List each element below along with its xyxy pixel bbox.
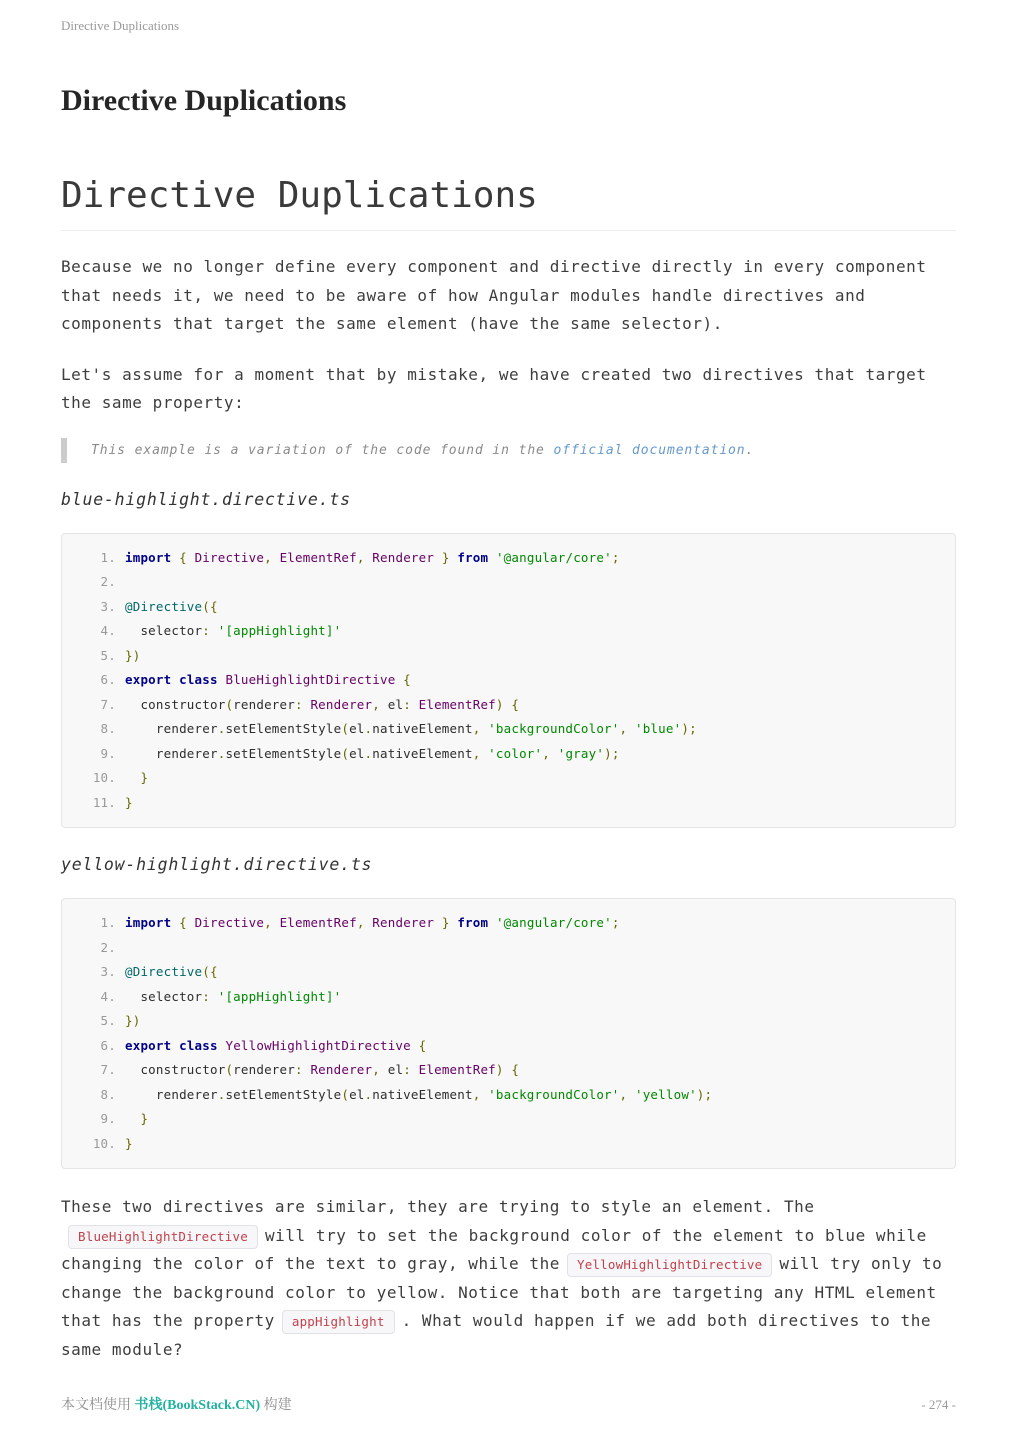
footer-prefix: 本文档使用 — [61, 1398, 135, 1413]
line-number: 4. — [100, 623, 116, 638]
paragraph-intro-2: Let's assume for a moment that by mistake, we have created two directives that target the same property: — [61, 364, 927, 412]
code-line: 4. selector: '[appHighlight]' — [62, 619, 939, 644]
bookstack-brand-link[interactable]: 书栈(BookStack.CN) — [134, 1398, 261, 1413]
line-number: 1. — [100, 915, 116, 930]
code-line: 4. selector: '[appHighlight]' — [62, 985, 939, 1010]
note-blockquote — [61, 438, 956, 463]
line-number: 10. — [92, 770, 116, 785]
code-block-yellow-highlight — [61, 898, 956, 1169]
line-number: 7. — [100, 696, 116, 712]
page-number: - 274 - — [921, 1397, 956, 1412]
line-number: 8. — [100, 721, 116, 736]
line-number: 8. — [100, 1086, 116, 1102]
code-line: 9. } — [62, 1107, 939, 1132]
page-footer — [61, 1394, 956, 1414]
code-line: 11. } — [62, 791, 939, 816]
line-number: 7. — [100, 1062, 116, 1077]
line-number: 5. — [100, 647, 116, 663]
inline-code-chip: appHighlight — [282, 1310, 395, 1334]
line-number: 5. — [100, 1013, 116, 1028]
file-label-yellow-highlight: yellow-highlight.directive.ts — [61, 855, 373, 874]
code-line — [62, 570, 939, 595]
footer-suffix: 构建 — [260, 1398, 292, 1413]
line-number: 9. — [100, 745, 116, 761]
code-line: 3. @Directive({ — [62, 960, 939, 985]
line-number: 10. — [92, 1135, 116, 1151]
code-line — [62, 936, 939, 961]
code-line: 7. constructor(renderer: Renderer, el: ElementRef) { — [62, 693, 939, 718]
code-line: 9. renderer.setElementStyle(el.nativeElement, 'color', 'gray'); — [62, 742, 939, 767]
code-line: 3. @Directive({ — [62, 595, 939, 620]
file-label-blue-highlight: blue-highlight.directive.ts — [61, 489, 351, 509]
code-line: 5. }) — [62, 644, 939, 669]
line-number: 1. — [100, 549, 116, 565]
code-line: 6. export class YellowHighlightDirective { — [62, 1034, 939, 1059]
code-line: 1. import { Directive, ElementRef, Renderer } from '@angular/core'; — [62, 911, 939, 936]
code-line: 5. }) — [62, 1009, 939, 1034]
line-number: 11. — [92, 794, 116, 810]
code-block-blue-highlight — [61, 533, 956, 829]
line-number: 2. — [100, 939, 116, 955]
code-line: 6. export class BlueHighlightDirective { — [62, 668, 939, 693]
section-heading: Directive Duplications — [61, 175, 956, 231]
inline-code-chip: YellowHighlightDirective — [567, 1253, 772, 1277]
line-number: 9. — [100, 1111, 116, 1126]
code-line: 8. renderer.setElementStyle(el.nativeElement, 'backgroundColor', 'yellow'); — [62, 1083, 939, 1108]
footer-builder-note — [61, 1394, 292, 1414]
inline-code-chip: BlueHighlightDirective — [68, 1225, 258, 1249]
note-text: This example is a variation of the code found in the — [91, 442, 554, 458]
line-number: 3. — [100, 598, 116, 614]
code-line: 10. } — [62, 766, 939, 791]
line-number: 4. — [100, 988, 116, 1004]
line-number: 6. — [100, 672, 116, 687]
code-line: 10. } — [62, 1132, 939, 1157]
page-title: Directive Duplications — [61, 84, 347, 117]
line-number: 3. — [100, 964, 116, 979]
code-line: 7. constructor(renderer: Renderer, el: ElementRef) { — [62, 1058, 939, 1083]
paragraph-closing: These two directives are similar, they are trying to style an element. TheBlueHighlightDirective will try to set the background color of the element to blue while changing the color of the text to gray, while the YellowHighlightDirective will try only to change the background color to yellow. Notice that both are targeting any HTML element that has the property appHighlight . What would happen if we add both directives to the same module? — [61, 1197, 943, 1359]
code-line: 1. import { Directive, ElementRef, Renderer } from '@angular/core'; — [62, 546, 939, 571]
running-header: Directive Duplications — [61, 18, 180, 33]
line-number: 6. — [100, 1037, 116, 1053]
code-line: 8. renderer.setElementStyle(el.nativeElement, 'backgroundColor', 'blue'); — [62, 717, 939, 742]
official-documentation-link[interactable]: official documentation — [553, 442, 746, 458]
paragraph-intro-1: Because we no longer define every component and directive directly in every component that needs it, we need to be aware of how Angular modules handle directives and components that target the same element (have the same selector). — [61, 257, 927, 333]
note-period: . — [745, 442, 755, 458]
line-number: 2. — [100, 574, 116, 589]
